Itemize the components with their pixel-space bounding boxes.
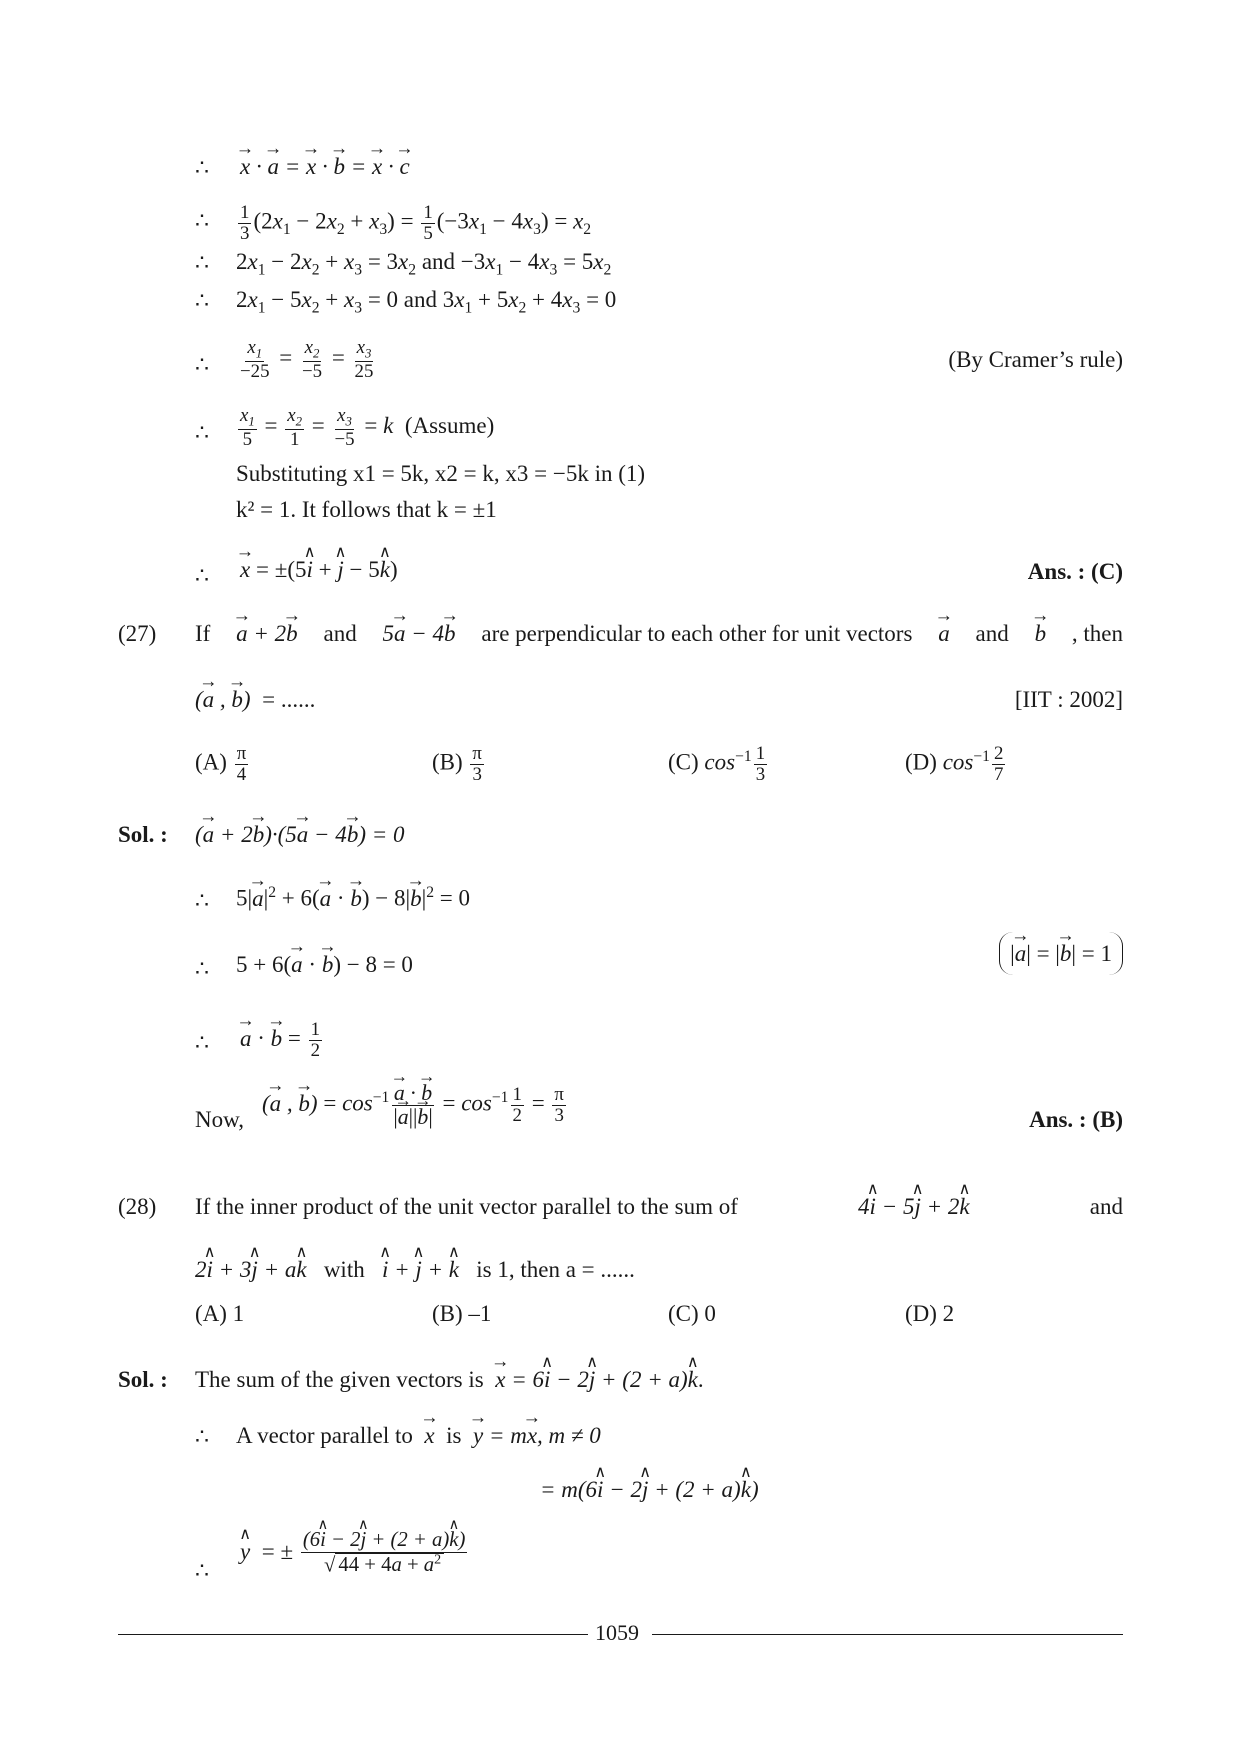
solution-28-parallel: A vector parallel to → x is → y = m→ x, m ≠ 0: [236, 1424, 601, 1447]
therefore-symbol: ∴: [195, 155, 209, 180]
therefore-symbol: ∴: [195, 1424, 209, 1449]
equation-angle-result: (→ a , → $b) = \cos^{-1}$ → $\frac{a \cdot \to b}{|\to a||\to b|}$ = $\cos^{-1}$ $\frac{1}{2}$ = $\frac{\pi}{3}$: [262, 1082, 568, 1129]
equation-split: $2x_1 - 2x_2 + x_3 = 3x_2$ and $-3x_1 - 4x_3 = 5x_2$: [236, 249, 612, 279]
equation-x-result: → x = ±(5∧ i + ∧ j − 5∧ k): [240, 558, 398, 581]
therefore-symbol: ∴: [195, 288, 209, 313]
question-number-28: (28): [118, 1194, 157, 1219]
source-iit-2002: [IIT : 2002]: [1014, 687, 1123, 712]
equation-homogeneous-system: $2x_1 - 5x_2 + x_3 = 0$ and $3x_1 + 5x_2 + 4x_3 = 0$: [236, 287, 617, 317]
page-number: 1059: [595, 1620, 639, 1645]
equation-unit-substituted: 5 + 6(→ a · → b) − 8 = 0: [236, 953, 413, 976]
assume-label: (Assume): [404, 413, 495, 439]
equation-component-relation: $\frac{1}{3}$ $(2x_1 - 2x_2 + x_3)$ = $\frac{1}{5}$ $(-3x_1 - 4x_3) = x_2$: [240, 202, 592, 244]
question-27-text: If → a + 2→ b and 5→ a − 4→ b are perpendicular to each other for unit vectors → a and → b , then: [195, 622, 1123, 645]
question-number-27: (27): [118, 621, 157, 646]
question-28-text: If the inner product of the unit vector parallel to the sum of 4∧ i − 5∧ j + 2∧ k and: [195, 1195, 1123, 1218]
equation-cramer-ratio: $\frac{x_1}{-25}$ = $\frac{x_2}{-5}$ = $\frac{x_3}{25}$: [240, 337, 374, 382]
k-result-line: k² = 1. It follows that k = ±1: [236, 497, 497, 522]
cramer-note: (By Cramer’s rule): [948, 347, 1123, 372]
substituting-line: Substituting x1 = 5k, x2 = k, x3 = −5k in (1): [236, 461, 646, 486]
therefore-symbol: ∴: [195, 250, 209, 275]
answer-b: Ans. : (B): [1029, 1107, 1123, 1132]
therefore-symbol: ∴: [195, 420, 209, 445]
equation-ratio-k: $\frac{x_1}{5}$ = $\frac{x_2}{1}$ = $\frac{x_3}{-5}$ = k (Assume): [240, 405, 495, 450]
therefore-symbol: ∴: [195, 1558, 209, 1583]
option-d-28: (D) 2: [905, 1301, 955, 1326]
therefore-symbol: ∴: [195, 563, 209, 588]
option-d: (D) $\cos^{-1}$ $\frac{2}{7}$: [905, 743, 1004, 785]
solution-28-unit-y: ∧ y = ± $\frac{(6\wedge i - 2\wedge j + (2 + a)\wedge k)}{√ 44 + 4a + a^2}$: [240, 1530, 469, 1577]
option-b: (B) $\frac{\pi}{3}$: [432, 743, 482, 785]
solution-28-y-expanded: = m(6∧ i − 2∧ j + (2 + a)∧ k): [540, 1478, 759, 1501]
angle-a-b-expression: (→ a , → b) = ......: [195, 688, 315, 711]
option-a: (A) $\frac{\pi}{4}$: [195, 743, 247, 785]
therefore-symbol: ∴: [195, 352, 209, 377]
unit-vector-condition: |→ a| = |→ b| = 1: [999, 932, 1123, 975]
option-c: (C) $\cos^{-1}$ $\frac{1}{3}$: [668, 743, 766, 785]
now-label: Now,: [195, 1107, 244, 1132]
answer-c: Ans. : (C): [1027, 559, 1123, 584]
equation-expanded: $5|\to a|^2 + 6(\to a$ · → $b) - 8|\to b|^2 = 0$: [236, 885, 470, 910]
therefore-symbol: ∴: [195, 208, 209, 233]
solution-label-27: Sol. :: [118, 822, 168, 847]
question-28-text-continued: 2∧ i + 3∧ j + a∧ k with ∧ i + ∧ j + ∧ k is 1, then a = ......: [195, 1258, 635, 1281]
option-b-28: (B) –1: [432, 1301, 492, 1326]
equation-dot-products-equal: → x · → a = → x · → b = → x · → c: [240, 155, 410, 178]
footer-rule-left: [118, 1634, 588, 1635]
option-a-28: (A) 1: [195, 1301, 245, 1326]
solution-28-sum: The sum of the given vectors is → x = 6∧ i − 2∧ j + (2 + a)∧ k.: [195, 1368, 704, 1391]
footer-rule-right: [652, 1634, 1123, 1635]
option-c-28: (C) 0: [668, 1301, 716, 1326]
therefore-symbol: ∴: [195, 888, 209, 913]
therefore-symbol: ∴: [195, 1030, 209, 1055]
equation-dot-half: → a · → b = $\frac{1}{2}$: [240, 1020, 324, 1061]
equation-perpendicular-dot: (→ a + 2→ b)·(5→ a − 4→ b) = 0: [195, 823, 405, 846]
therefore-symbol: ∴: [195, 956, 209, 981]
solution-label-28: Sol. :: [118, 1367, 168, 1392]
